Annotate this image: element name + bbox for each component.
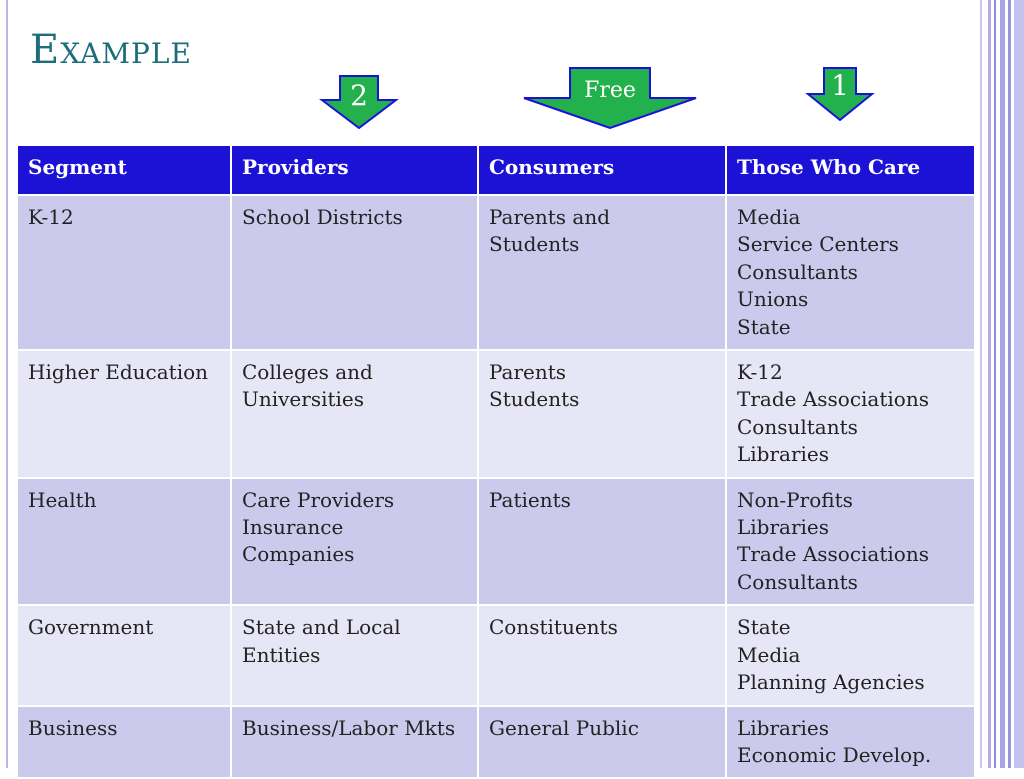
slide-title: Example (30, 27, 192, 73)
arrow-label-providers: 2 (350, 79, 368, 112)
cell-line: Parents (489, 360, 567, 385)
header-providers: Providers (231, 145, 478, 195)
cell-consumers (478, 605, 726, 705)
cell-line: Patients (489, 487, 571, 512)
right-decorative-bars (980, 0, 1024, 768)
cell-line: Students (489, 232, 580, 257)
cell-line: K-12 (737, 360, 783, 385)
cell-consumers (478, 350, 726, 478)
cell-those-who-care (726, 706, 975, 779)
cell-those-who-care (726, 350, 975, 478)
table-row (17, 478, 975, 606)
arrow-providers (320, 74, 398, 130)
table-header-row (17, 145, 975, 195)
table-row (17, 706, 975, 779)
cell-line: Parents and (489, 205, 611, 229)
header-those-who-care: Those Who Care (726, 145, 975, 195)
cell-line: Media (737, 642, 801, 667)
cell-line: State and Local (242, 615, 401, 640)
cell-line: Students (489, 387, 580, 412)
cell-line: Libraries (737, 715, 830, 740)
cell-line: State (737, 314, 791, 339)
cell-line: Libraries (737, 515, 830, 540)
table-row (17, 195, 975, 350)
cell-line: Insurance (242, 515, 344, 540)
arrow-label-consumers: Free (584, 78, 636, 103)
cell-line: K-12 (28, 205, 74, 229)
cell-line: State (737, 615, 791, 640)
cell-line: Constituents (489, 615, 618, 640)
cell-providers (231, 195, 478, 350)
cell-line: Non-Profits (737, 487, 853, 512)
cell-segment (17, 478, 231, 606)
table-row (17, 605, 975, 705)
table-row (17, 350, 975, 478)
cell-those-who-care (726, 195, 975, 350)
cell-line: Economic Develop. (737, 742, 932, 767)
cell-providers (231, 350, 478, 478)
cell-line: School Districts (242, 205, 403, 229)
cell-segment (17, 350, 231, 478)
header-consumers: Consumers (478, 145, 726, 195)
cell-providers (231, 706, 478, 779)
cell-line: Health (28, 487, 97, 512)
cell-line: Consultants (737, 259, 858, 284)
cell-line: Companies (242, 542, 355, 567)
cell-consumers (478, 706, 726, 779)
cell-those-who-care (726, 478, 975, 606)
cell-line: Libraries (737, 442, 830, 467)
cell-line: Universities (242, 387, 365, 412)
cell-line: Care Providers (242, 487, 395, 512)
cell-line: Media (737, 205, 801, 229)
cell-line: General Public (489, 715, 639, 740)
arrow-label-those-who-care: 1 (831, 69, 849, 102)
cell-line: Colleges and (242, 360, 373, 385)
cell-segment (17, 706, 231, 779)
segment-table (16, 144, 976, 779)
cell-consumers (478, 478, 726, 606)
cell-line: Service Centers (737, 232, 899, 257)
cell-line: Higher Education (28, 360, 209, 385)
cell-line: Planning Agencies (737, 670, 925, 695)
cell-line: Unions (737, 287, 809, 312)
cell-line: Trade Associations (737, 542, 929, 567)
arrow-consumers (522, 66, 698, 130)
cell-segment (17, 195, 231, 350)
cell-line: Consultants (737, 569, 858, 594)
cell-providers (231, 478, 478, 606)
header-segment: Segment (17, 145, 231, 195)
cell-segment (17, 605, 231, 705)
cell-line: Consultants (737, 414, 858, 439)
cell-line: Business (28, 715, 118, 740)
left-border-rule (6, 0, 8, 768)
cell-consumers (478, 195, 726, 350)
cell-line: Business/Labor Mkts (242, 715, 456, 740)
arrow-those-who-care (806, 66, 874, 122)
cell-line: Entities (242, 642, 321, 667)
cell-those-who-care (726, 605, 975, 705)
cell-providers (231, 605, 478, 705)
cell-line: Trade Associations (737, 387, 929, 412)
cell-line: Government (28, 615, 154, 640)
